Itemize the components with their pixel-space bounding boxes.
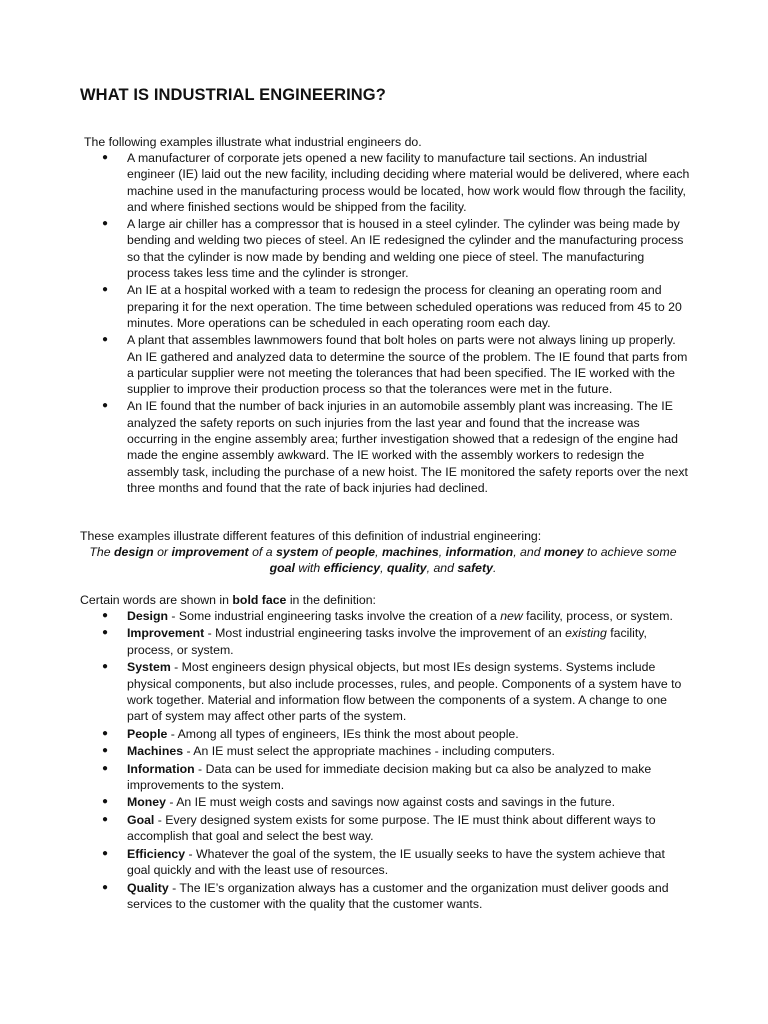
term-description: - Every designed system exists for some purpose. The IE must think about different ways to accomplish that goal and select the best way. (127, 812, 656, 844)
definition-keyword: safety (457, 561, 493, 576)
bullet-icon: ● (102, 661, 109, 673)
note-fragment: in the definition: (286, 593, 376, 607)
list-item (80, 282, 690, 331)
bullet-icon: ● (102, 152, 109, 163)
terms-list (80, 608, 690, 913)
definition-fragment: with (294, 561, 324, 576)
bullet-icon: ● (102, 813, 109, 825)
list-item (80, 216, 690, 281)
definition-fragment: of (318, 545, 336, 559)
list-item (80, 150, 690, 215)
definition-fragment: or (153, 545, 172, 559)
term-item-system (80, 659, 690, 725)
term-description: - The IE’s organization always has a customer and the organization must deliver goods and services to the customer with the quality that the customer wants. (127, 880, 669, 911)
term-name: Money (127, 795, 166, 810)
term-item-design (80, 608, 690, 624)
term-item-goal (80, 812, 690, 845)
term-emphasis: new (500, 609, 523, 623)
term-description: - Most engineers design physical objects, but most IEs design systems. Systems include physical components, but also include processes, rules, and people. Components of a system have to work together. Material and information flow between the components of a system. A change to one part of system may affect other parts of the system. (127, 660, 682, 724)
example-text: A manufacturer of corporate jets opened a new facility to manufacture tail sections. An industrial engineer (IE) laid out the new facility, including deciding where material would be delivered, where each machine used in the manufacturing process would be located, how work would flow through the facility, and where finished sections would be shipped from the facility. (127, 151, 690, 214)
intro-text: The following examples illustrate what industrial engineers do. (84, 135, 422, 149)
term-name: People (127, 726, 168, 741)
term-item-improvement (80, 625, 690, 658)
bullet-icon: ● (102, 334, 109, 346)
bullet-icon: ● (102, 218, 109, 230)
term-description: - An IE must select the appropriate machines - including computers. (183, 744, 555, 759)
term-description: - Some industrial engineering tasks involve the creation of a (168, 609, 501, 623)
definition-keyword: machines (381, 545, 439, 559)
definition-intro: These examples illustrate different features of this definition of industrial engineering: (80, 529, 542, 543)
term-description: - Whatever the goal of the system, the IE usually seeks to have the system achieve that goal quickly and with the least use of resources. (127, 846, 665, 878)
example-text: An IE found that the number of back injuries in an automobile assembly plant was increasing. The IE analyzed the safety reports on such injuries from the last year and found that the increase was occurring in the engine assembly area; further investigation showed that a redesign of the engine had made the engine assembly awkward. The IE worked with the assembly workers to redesign the assembly task, including the purchase of a new hoist. The IE monitored the safety reports over the next three months and found that the rate of back injuries had declined. (127, 399, 688, 495)
bullet-icon: ● (102, 847, 109, 859)
definition-keyword: information (445, 545, 514, 559)
note-fragment: Certain words are shown in (80, 593, 233, 607)
bullet-icon: ● (102, 881, 109, 893)
term-description: - Most industrial engineering tasks involve the improvement of an (204, 626, 566, 641)
definition-keyword: efficiency (323, 561, 381, 576)
term-name: Design (127, 609, 168, 623)
term-description: - Among all types of engineers, IEs think the most about people. (167, 726, 519, 741)
term-name: Efficiency (127, 846, 186, 861)
bullet-icon: ● (102, 284, 109, 296)
term-item-information (80, 761, 690, 794)
term-emphasis: existing (565, 626, 607, 641)
page-title: WHAT IS INDUSTRIAL ENGINEERING? (80, 86, 386, 104)
term-name: Goal (127, 812, 155, 827)
example-text: An IE at a hospital worked with a team to redesign the process for cleaning an operating room and preparing it for the next operation. The time between scheduled operations was reduced from 45 to 20 minutes. More operations can be scheduled in each operating room each day. (127, 283, 682, 330)
examples-list (80, 150, 690, 497)
term-item-people (80, 726, 690, 742)
definition-text (80, 544, 686, 577)
definition-keyword: goal (269, 561, 295, 576)
bullet-icon: ● (102, 610, 109, 621)
term-name: System (127, 660, 171, 675)
definition-fragment: The (89, 545, 115, 559)
bullet-icon: ● (102, 745, 109, 757)
definition-keyword: design (114, 545, 154, 559)
bullet-icon: ● (102, 796, 109, 808)
definition-fragment: , (375, 545, 382, 559)
definition-keyword: money (543, 545, 584, 559)
definition-fragment: . (492, 561, 497, 576)
term-name: Machines (127, 744, 184, 759)
definition-fragment: , and (513, 545, 544, 559)
term-description: - Data can be used for immediate decision making but ca also be analyzed to make improvements to the system. (127, 761, 652, 793)
term-item-quality (80, 880, 690, 913)
definition-keyword: improvement (171, 545, 249, 559)
list-item (80, 332, 690, 397)
definition-fragment: , (438, 545, 446, 559)
term-item-efficiency (80, 846, 690, 879)
term-description: - An IE must weigh costs and savings now against costs and savings in the future. (165, 795, 616, 810)
term-description-end: facility, process, or system. (522, 609, 673, 623)
term-name: Improvement (127, 626, 205, 641)
bullet-icon: ● (102, 627, 109, 639)
definition-keyword: quality (386, 561, 427, 576)
term-item-money (80, 794, 690, 810)
bullet-icon: ● (102, 400, 109, 412)
definition-fragment: , (380, 561, 387, 576)
example-text: A large air chiller has a compressor that is housed in a steel cylinder. The cylinder was being made by bending and welding two pieces of steel. An IE redesigned the cylinder and the manufacturing process so that the cylinder is now made by bending and welding one piece of steel. The manufacturing process takes less time and the cylinder is stronger. (127, 217, 684, 281)
list-item (80, 398, 690, 496)
bullet-icon: ● (102, 727, 109, 739)
bullet-icon: ● (102, 762, 109, 774)
bold-face-note (80, 592, 376, 608)
example-text: A plant that assembles lawnmowers found that bolt holes on parts were not always lining up properly. An IE gathered and analyzed data to determine the source of the problem. The IE found that parts from a particular supplier were not meeting the tolerances that had been specified. The IE worked with the supplier to improve their production process so that the tolerances were met in the future. (127, 333, 688, 397)
definition-fragment: to achieve some (583, 545, 677, 559)
definition-keyword: people (335, 545, 376, 559)
term-item-machines (80, 743, 690, 759)
definition-fragment: , and (426, 561, 458, 576)
note-bold: bold face (232, 593, 287, 607)
definition-keyword: system (276, 545, 319, 559)
term-name: Quality (127, 880, 169, 895)
term-description-end: facility, process, or system. (127, 626, 647, 657)
term-name: Information (127, 761, 195, 776)
definition-fragment: of a (248, 545, 277, 559)
